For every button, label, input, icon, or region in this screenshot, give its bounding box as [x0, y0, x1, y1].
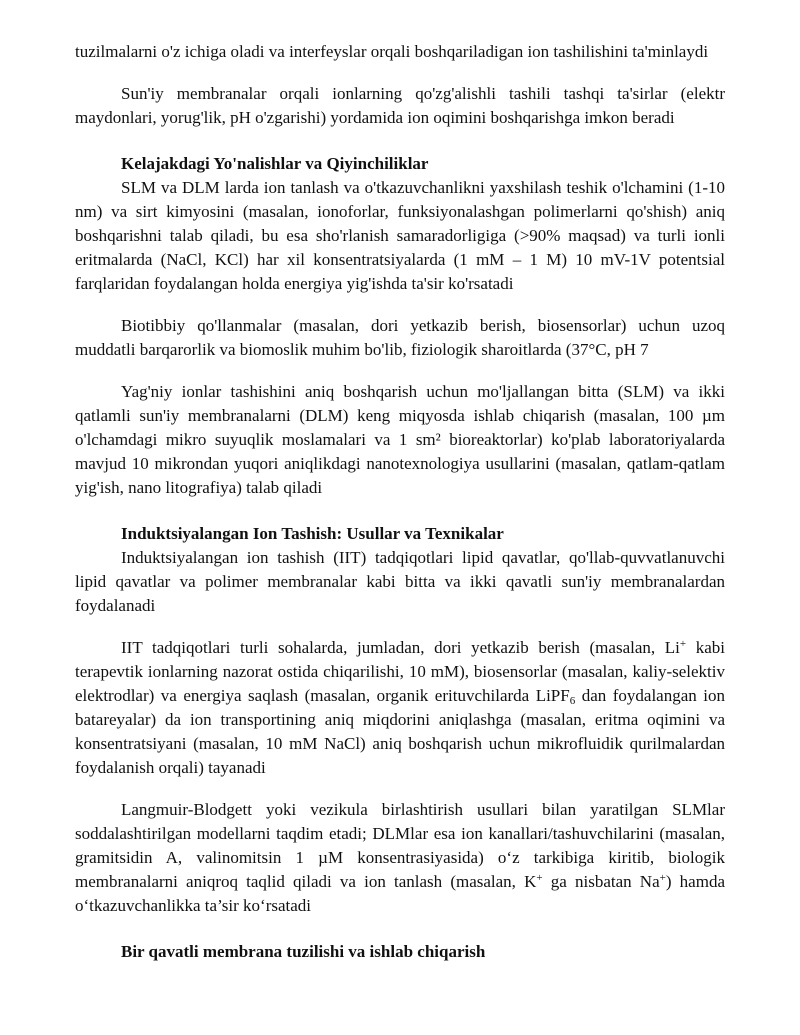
section-heading: Kelajakdagi Yo'nalishlar va Qiyinchiliklar: [121, 154, 429, 173]
paragraph-text: IIT tadqiqotlari turli sohalarda, jumladan, dori yetkazib berish (masalan, Li: [121, 638, 680, 657]
paragraph-text: ga nisbatan Na: [542, 872, 660, 891]
paragraph: [75, 546, 725, 618]
paragraph-text: Sun'iy membranalar orqali ionlarning qo'zg'alishli tashili tashqi ta'sirlar (elektr maydonlari, yorug'lik, pH o'zgarishi) yordamida ion oqimini boshqarishga imkon beradi: [75, 84, 725, 127]
paragraph: [75, 314, 725, 362]
paragraph-text: kabi terapevtik ionlarning nazorat ostida chiqarilishi, 10 mM), biosensorlar (masalan, kaliy-selektiv elektrodlar) va energiya saqlash (masalan, organik erituvchilarda LiPF: [75, 638, 725, 705]
paragraph-text: ) hamda o‘tkazuvchanlikka ta’sir ko‘rsatadi: [75, 872, 725, 915]
paragraph: [75, 176, 725, 296]
paragraph-text: dan foydalangan ion batareyalar) da ion transportining aniq miqdorini aniqlashga (masalan, eritma oqimini va konsentratsiyani (masalan, 10 mM NaCl) aniq boshqarish uchun mikrofluidik qurilmalardan foydalanish orqali) tayanadi: [75, 686, 725, 777]
paragraph: [75, 380, 725, 500]
paragraph: [75, 636, 725, 780]
paragraph: [75, 82, 725, 130]
superscript: +: [536, 872, 543, 884]
paragraph-text: Langmuir-Blodgett yoki vezikula birlashtirish usullari bilan yaratilgan SLMlar soddalashtirilgan modellarni taqdim etadi; DLMlar esa ion kanallari/tashuvchilarini (masalan, gramitsidin A, valinomitsin 1 µM konsentrasiyasida) o‘z tarkibiga kiritib, biologik membranalarni aniqroq taqlid qiladi va ion tanlash (masalan, K: [75, 800, 725, 891]
paragraph-text: SLM va DLM larda ion tanlash va o'tkazuvchanlikni yaxshilash teshik o'lchamini (1-10 nm) va sirt kimyosini (masalan, ionoforlar, funksiyonalashgan polimerlarni qo'shish) aniq boshqarishni talab qiladi, bu esa sho'rlanish samaradorligiga (>90% maqsad) va turli ionli eritmalarda (NaCl, KCl) har xil konsentratsiyalarda (1 mM – 1 M) 10 mV-1V potentsial farqlaridan foydalangan holda energiya yig'ishda ta'sir ko'rsatadi: [75, 178, 725, 293]
paragraph-text: tuzilmalarni o'z ichiga oladi va interfeyslar orqali boshqariladigan ion tashilishini ta'minlaydi: [75, 42, 709, 61]
superscript: +: [659, 872, 666, 884]
section-heading: Induktsiyalangan Ion Tashish: Usullar va Texnikalar: [121, 524, 504, 543]
section-heading: Bir qavatli membrana tuzilishi va ishlab chiqarish: [121, 942, 486, 961]
paragraph-text: Biotibbiy qo'llanmalar (masalan, dori yetkazib berish, biosensorlar) uchun uzoq muddatli barqarorlik va biomoslik muhim bo'lib, fiziologik sharoitlarda (37°C, pH 7: [75, 316, 725, 359]
paragraph-text: Induktsiyalangan ion tashish (IIT) tadqiqotlari lipid qavatlar, qo'llab-quvvatlanuvchi lipid qavatlar va polimer membranalar kabi bitta va ikki qavatli sun'iy membranalardan foydalanadi: [75, 548, 725, 615]
superscript: +: [679, 638, 687, 650]
subscript: 6: [569, 695, 576, 707]
paragraph: [75, 798, 725, 918]
paragraph: [75, 40, 725, 64]
paragraph-text: Yag'niy ionlar tashishini aniq boshqarish uchun mo'ljallangan bitta (SLM) va ikki qatlamli sun'iy membranalarni (DLM) keng miqyosda ishlab chiqarish (masalan, 100 µm o'lchamdagi mikro suyuqlik moslamalari va 1 sm² bioreaktorlar) ko'plab laboratoriyalarda mavjud 10 mikrondan yuqori aniqlikdagi nanotexnologiya usullarini (masalan, qatlam-qatlam yig'ish, nano litografiya) talab qiladi: [75, 382, 725, 497]
